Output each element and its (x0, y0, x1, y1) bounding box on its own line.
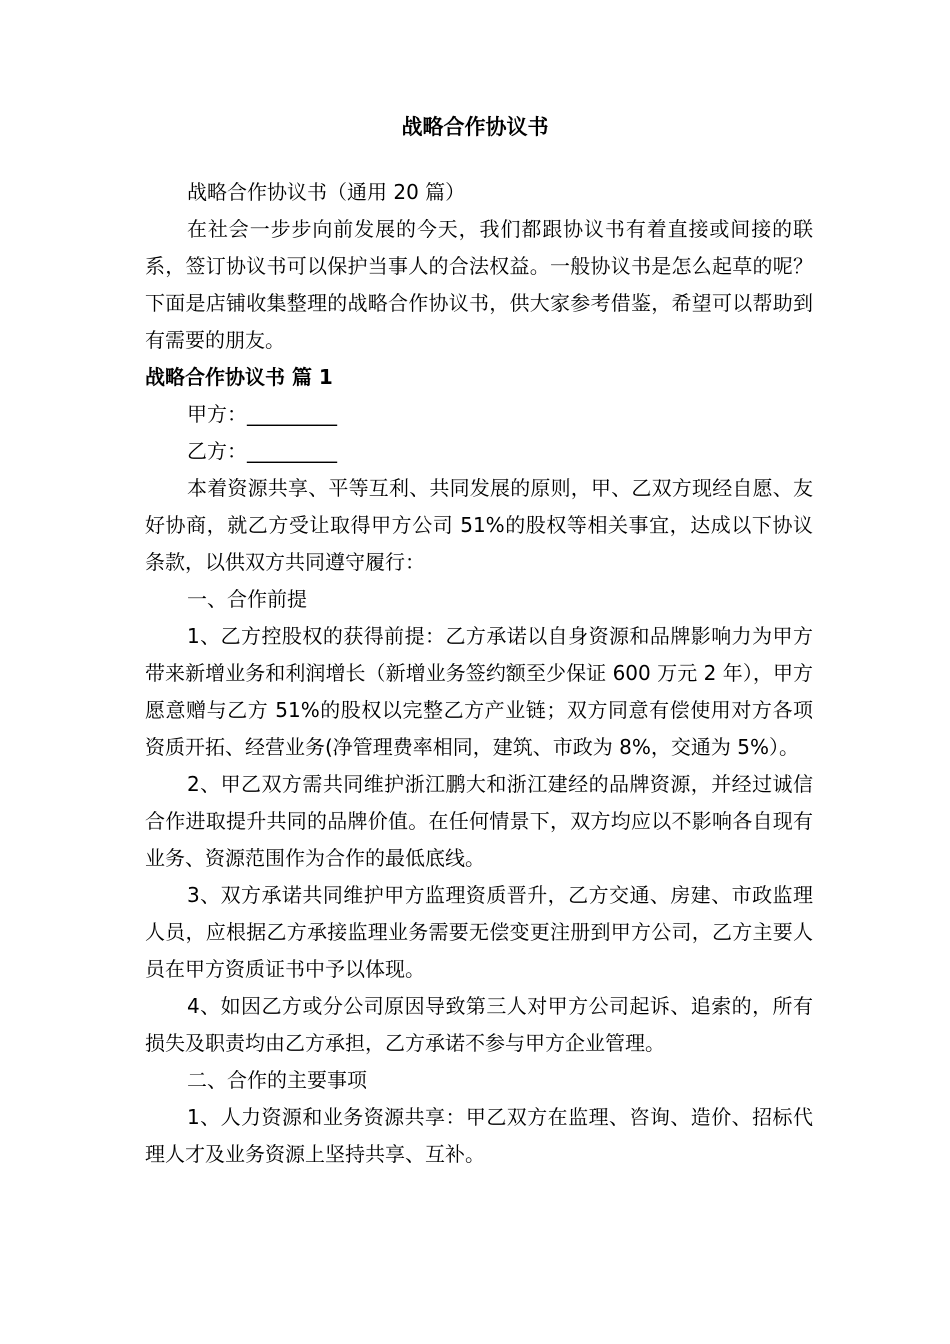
party-a-line: 甲方：_________ (187, 402, 337, 426)
document-subtitle: 战略合作协议书（通用 20 篇） (187, 180, 466, 204)
document-title: 战略合作协议书 (401, 115, 549, 139)
part-1-heading: 一、合作前提 (187, 587, 307, 611)
clause-4-paragraph: 4、如因乙方或分公司原因导致第三人对甲方公司起诉、追索的，所有损失及职责均由乙方承担，乙方承诺不参与甲方企业管理。 (145, 994, 813, 1055)
clause-2-1-paragraph: 1、人力资源和业务资源共享：甲乙双方在监理、咨询、造价、招标代理人才及业务资源上坚持共享、互补。 (145, 1105, 813, 1166)
part-2-heading: 二、合作的主要事项 (187, 1068, 367, 1092)
clause-1-paragraph: 1、乙方控股权的获得前提：乙方承诺以自身资源和品牌影响力为甲方带来新增业务和利润增长（新增业务签约额至少保证 600 万元 2 年），甲方愿意赠与乙方 51%的股权以完整乙方产业链；双方同意有偿使用对方各项资质开拓、经营业务(净管理费率相同，建筑、市政为 8%，交通为 5%）。 (145, 624, 813, 759)
section-heading: 战略合作协议书 篇 1 (145, 365, 333, 389)
clause-3-paragraph: 3、双方承诺共同维护甲方监理资质晋升，乙方交通、房建、市政监理人员，应根据乙方承接监理业务需要无偿变更注册到甲方公司，乙方主要人员在甲方资质证书中予以体现。 (145, 883, 813, 981)
clause-2-paragraph: 2、甲乙双方需共同维护浙江鹏大和浙江建经的品牌资源，并经过诚信合作进取提升共同的品牌价值。在任何情景下，双方均应以不影响各自现有业务、资源范围作为合作的最低底线。 (145, 772, 813, 870)
party-b-line: 乙方：_________ (187, 439, 337, 463)
preamble-paragraph: 本着资源共享、平等互利、共同发展的原则，甲、乙双方现经自愿、友好协商，就乙方受让取得甲方公司 51%的股权等相关事宜，达成以下协议条款，以供双方共同遵守履行： (145, 476, 813, 574)
intro-paragraph: 在社会一步步向前发展的今天，我们都跟协议书有着直接或间接的联系，签订协议书可以保护当事人的合法权益。一般协议书是怎么起草的呢？下面是店铺收集整理的战略合作协议书，供大家参考借鉴，希望可以帮助到有需要的朋友。 (145, 217, 813, 352)
document-body (145, 174, 813, 1173)
